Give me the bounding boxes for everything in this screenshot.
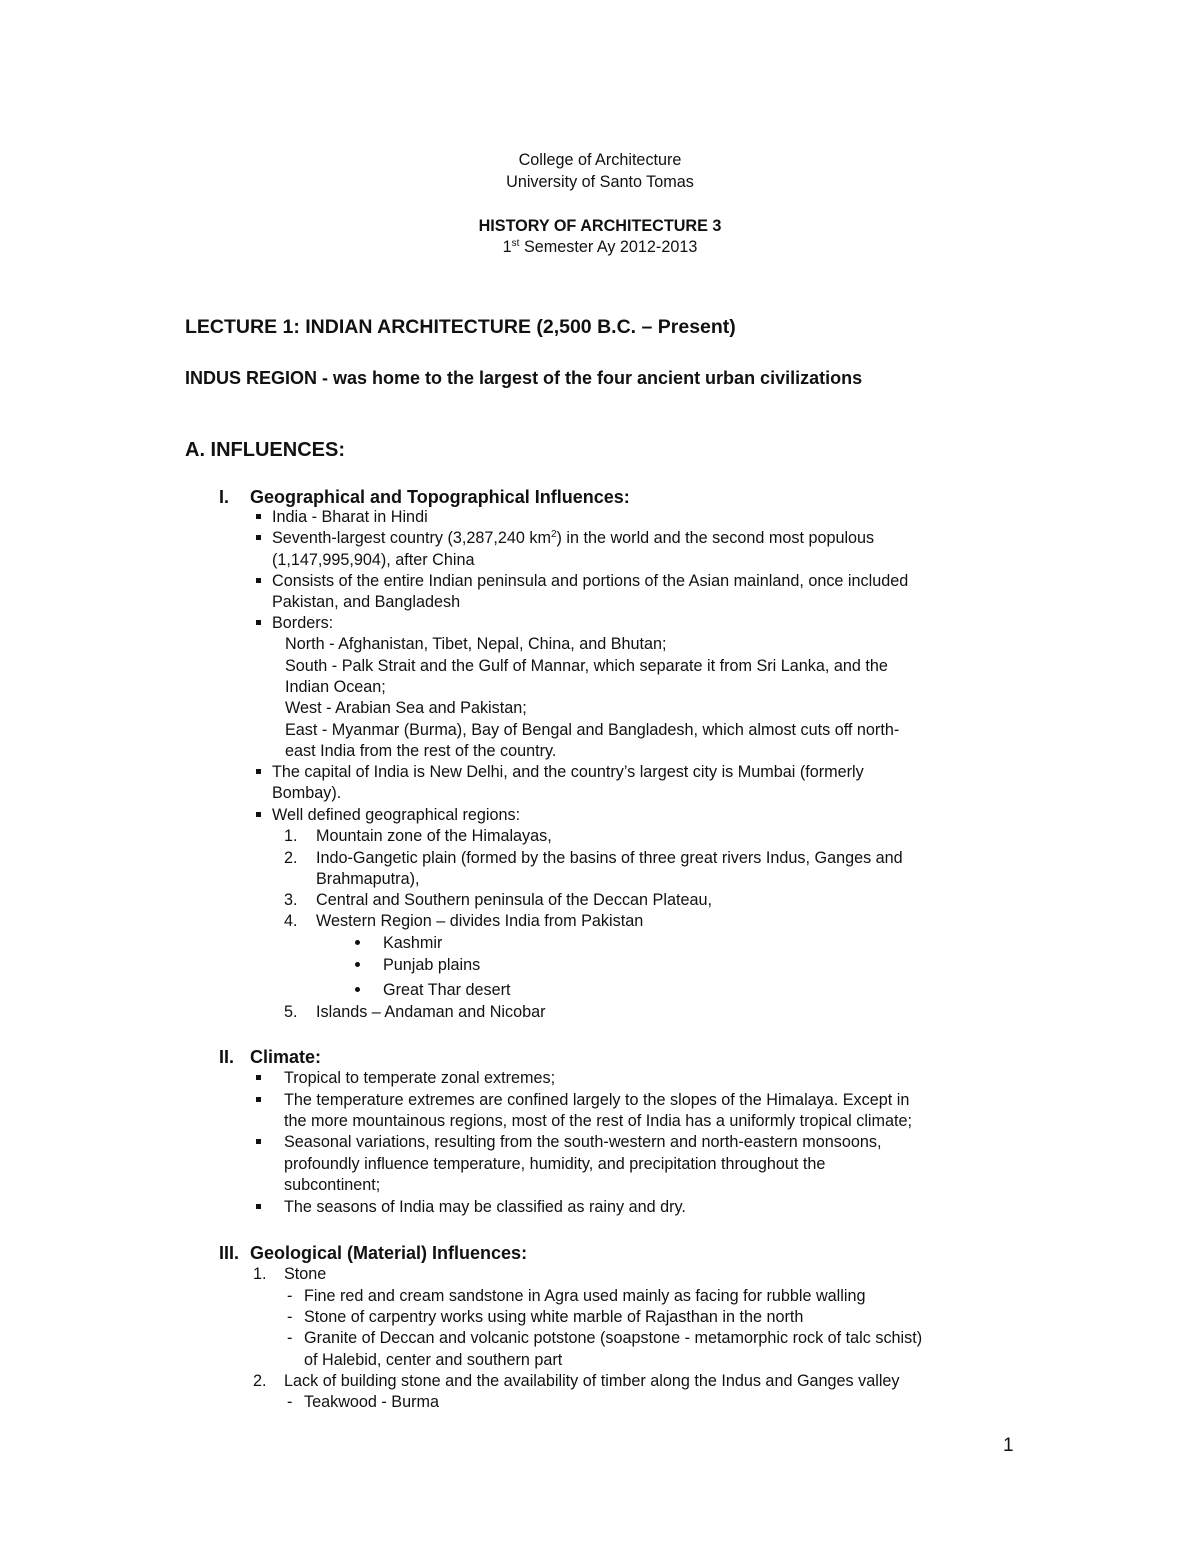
region-item-3: Central and Southern peninsula of the Deccan Plateau, [316,891,712,909]
geology-detail-2: Stone of carpentry works using white marble of Rajasthan in the north [304,1308,804,1326]
geo-bullet-2-text-b: ) in the world and the second most populous [556,529,875,547]
geology-detail-1: Fine red and cream sandstone in Agra used mainly as facing for rubble walling [304,1287,866,1305]
dash-bullet-icon: - [287,1393,293,1411]
section-i-title: Geographical and Topographical Influences: [250,487,630,507]
geology-detail-3-cont: of Halebid, center and southern part [304,1351,563,1369]
semester-text: Semester Ay 2012-2013 [519,238,698,256]
semester-ordinal: st [511,238,520,249]
geo-bullet-2 [272,530,874,546]
geology-number: 1. [253,1265,267,1283]
square-bullet-icon [256,620,261,625]
climate-bullet-2-cont: the more mountainous regions, most of the rest of India has a uniformly tropical climate; [284,1112,913,1130]
climate-bullet-1: Tropical to temperate zonal extremes; [284,1069,556,1087]
border-west: West - Arabian Sea and Pakistan; [285,699,527,717]
climate-bullet-3-cont: profoundly influence temperature, humidity, and precipitation throughout the [284,1155,826,1173]
geo-bullet-2-text-a: Seventh-largest country (3,287,240 km [272,529,551,547]
region-number: 4. [284,912,298,930]
geology-number: 2. [253,1372,267,1390]
geology-detail-4: Teakwood - Burma [304,1393,439,1411]
section-i-numeral: I. [219,487,230,507]
square-bullet-icon [256,1097,261,1102]
page-number: 1 [1003,1435,1014,1456]
square-bullet-icon [256,1075,261,1080]
square-bullet-icon [256,514,261,519]
region-item-5: Islands – Andaman and Nicobar [316,1003,546,1021]
sub-region-1: Kashmir [383,934,443,952]
round-bullet-icon [355,962,360,967]
square-bullet-icon [256,812,261,817]
college-name: College of Architecture [518,151,682,169]
sub-region-3: Great Thar desert [383,981,511,999]
region-item-2: Indo-Gangetic plain (formed by the basins of three great rivers Indus, Ganges and [316,849,903,867]
lecture-title: LECTURE 1: INDIAN ARCHITECTURE (2,500 B.C. – Present) [185,316,736,338]
geo-bullet-5-cont: Bombay). [272,784,342,802]
dash-bullet-icon: - [287,1287,293,1305]
geo-bullet-3-cont: Pakistan, and Bangladesh [272,593,461,611]
course-title: HISTORY OF ARCHITECTURE 3 [478,217,722,235]
climate-bullet-4: The seasons of India may be classified as rainy and dry. [284,1198,686,1216]
section-iii-title: Geological (Material) Influences: [250,1243,528,1263]
square-bullet-icon [256,535,261,540]
geology-item-1: Stone [284,1265,327,1283]
border-south: South - Palk Strait and the Gulf of Mannar, which separate it from Sri Lanka, and the [285,657,888,675]
climate-bullet-3-cont: subcontinent; [284,1176,381,1194]
region-number: 5. [284,1003,298,1021]
geo-bullet-2-cont: (1,147,995,904), after China [272,551,475,569]
square-bullet-icon [256,769,261,774]
indus-heading: INDUS REGION - was home to the largest of the four ancient urban civilizations [185,368,863,388]
semester-number: 1 [502,238,512,256]
border-north: North - Afghanistan, Tibet, Nepal, China, and Bhutan; [285,635,667,653]
semester-line [0,239,1200,255]
geo-bullet-2-superscript: 2 [550,529,557,540]
square-bullet-icon [256,578,261,583]
geo-bullet-5: The capital of India is New Delhi, and the country’s largest city is Mumbai (formerly [272,763,864,781]
climate-bullet-3: Seasonal variations, resulting from the south-western and north-eastern monsoons, [284,1133,882,1151]
climate-bullet-2: The temperature extremes are confined largely to the slopes of the Himalaya. Except in [284,1091,910,1109]
section-ii-numeral: II. [219,1047,235,1067]
geology-detail-3: Granite of Deccan and volcanic potstone (soapstone - metamorphic rock of talc schist) [304,1329,923,1347]
region-number: 3. [284,891,298,909]
section-a-heading: A. INFLUENCES: [185,439,345,461]
square-bullet-icon [256,1139,261,1144]
region-item-2-cont: Brahmaputra), [316,870,420,888]
geo-bullet-3: Consists of the entire Indian peninsula and portions of the Asian mainland, once included [272,572,909,590]
university-name: University of Santo Tomas [506,173,694,191]
geo-bullet-4: Borders: [272,614,334,632]
border-south-cont: Indian Ocean; [285,678,386,696]
region-item-1: Mountain zone of the Himalayas, [316,827,552,845]
square-bullet-icon [256,1204,261,1209]
round-bullet-icon [355,987,360,992]
dash-bullet-icon: - [287,1308,293,1326]
border-east-cont: east India from the rest of the country. [285,742,557,760]
geo-bullet-6: Well defined geographical regions: [272,806,521,824]
geology-item-2: Lack of building stone and the availability of timber along the Indus and Ganges valley [284,1372,900,1390]
section-ii-title: Climate: [250,1047,322,1067]
round-bullet-icon [355,940,360,945]
region-item-4: Western Region – divides India from Pakistan [316,912,644,930]
region-number: 2. [284,849,298,867]
geo-bullet-1: India - Bharat in Hindi [272,508,428,526]
section-iii-numeral: III. [219,1243,240,1263]
border-east: East - Myanmar (Burma), Bay of Bengal and Bangladesh, which almost cuts off north- [285,721,900,739]
region-number: 1. [284,827,298,845]
dash-bullet-icon: - [287,1329,293,1347]
sub-region-2: Punjab plains [383,956,481,974]
